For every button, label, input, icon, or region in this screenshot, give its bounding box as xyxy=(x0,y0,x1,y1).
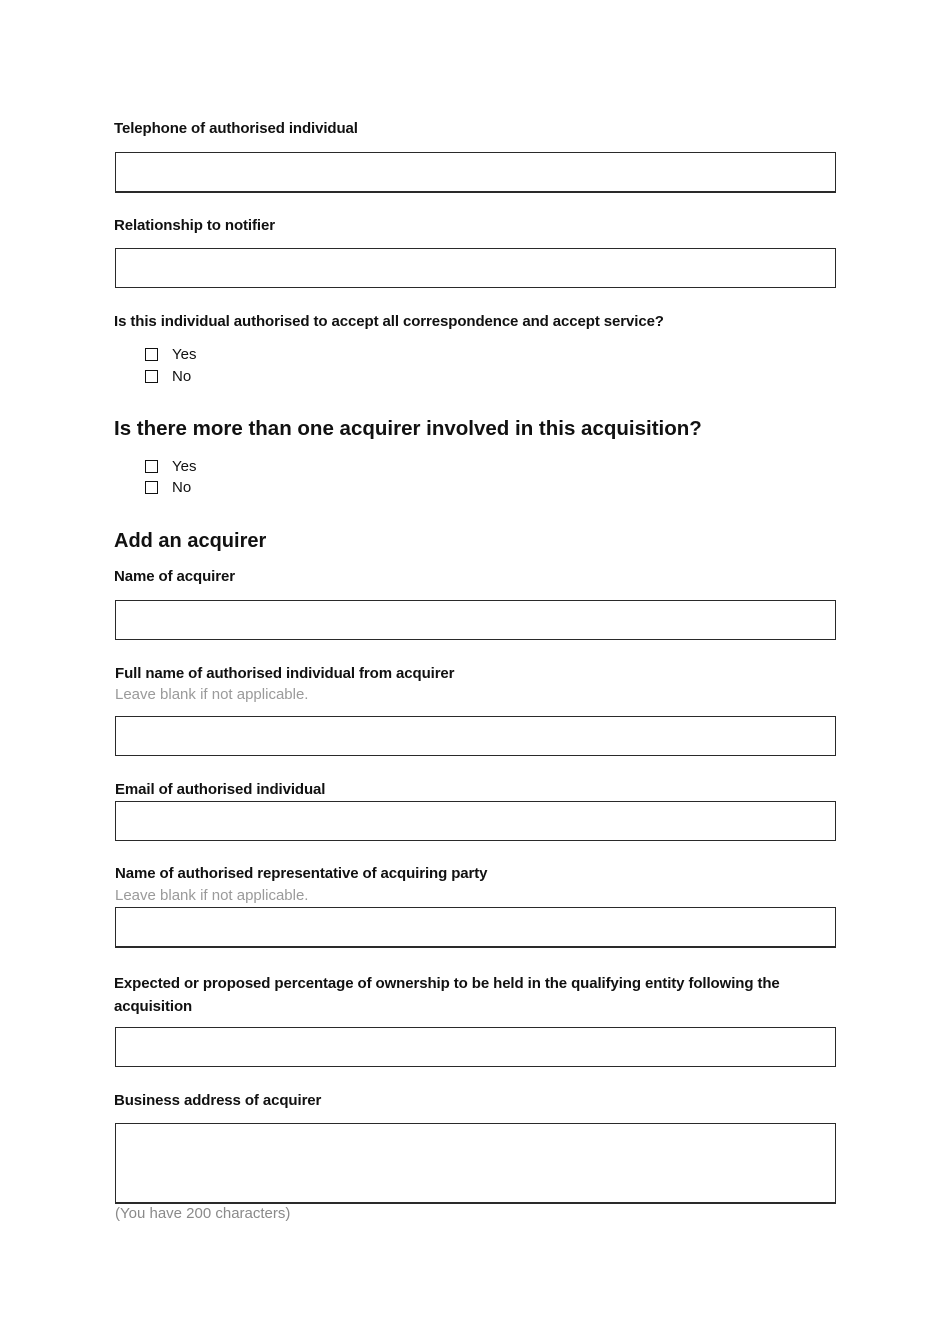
character-counter: (You have 200 characters) xyxy=(115,1205,291,1222)
option-label: Yes xyxy=(172,458,197,475)
correspondence-question: Is this individual authorised to accept all correspondence and accept service? xyxy=(114,313,664,330)
email-input[interactable] xyxy=(116,802,835,840)
full-name-label: Full name of authorised individual from acquirer xyxy=(115,665,455,682)
checkbox-icon[interactable] xyxy=(145,460,158,473)
acquirer-name-field-box xyxy=(115,600,836,640)
representative-hint: Leave blank if not applicable. xyxy=(115,887,309,904)
ownership-input[interactable] xyxy=(116,1028,835,1066)
multiple-acquirers-option-yes[interactable] xyxy=(145,458,196,475)
email-field-box xyxy=(115,801,836,841)
representative-field-box xyxy=(115,907,836,948)
multiple-acquirers-question: Is there more than one acquirer involved in this acquisition? xyxy=(114,417,702,440)
email-label: Email of authorised individual xyxy=(115,781,326,798)
address-field-box xyxy=(115,1123,836,1204)
add-acquirer-heading: Add an acquirer xyxy=(114,530,267,552)
acquirer-name-input[interactable] xyxy=(116,601,835,639)
option-label: No xyxy=(172,368,192,385)
telephone-input[interactable] xyxy=(116,153,835,191)
relationship-field-box xyxy=(115,248,836,288)
telephone-field-box xyxy=(115,152,836,193)
representative-label: Name of authorised representative of acquiring party xyxy=(115,865,488,882)
relationship-input[interactable] xyxy=(116,249,835,287)
multiple-acquirers-option-no[interactable] xyxy=(145,479,191,496)
representative-input[interactable] xyxy=(116,908,835,946)
correspondence-option-no[interactable] xyxy=(145,368,191,385)
correspondence-option-yes[interactable] xyxy=(145,346,196,363)
address-label: Business address of acquirer xyxy=(114,1092,322,1109)
address-textarea[interactable] xyxy=(116,1124,835,1202)
full-name-field-box xyxy=(115,716,836,756)
ownership-label: Expected or proposed percentage of ownership to be held in the qualifying entity following the acquisition xyxy=(114,975,780,1015)
checkbox-icon[interactable] xyxy=(145,348,158,361)
acquirer-name-label: Name of acquirer xyxy=(114,568,235,585)
checkbox-icon[interactable] xyxy=(145,481,158,494)
ownership-field-box xyxy=(115,1027,836,1067)
telephone-label: Telephone of authorised individual xyxy=(114,120,358,137)
full-name-hint: Leave blank if not applicable. xyxy=(115,686,309,703)
option-label: No xyxy=(172,479,192,496)
option-label: Yes xyxy=(172,346,197,363)
checkbox-icon[interactable] xyxy=(145,370,158,383)
relationship-label: Relationship to notifier xyxy=(114,217,275,234)
full-name-input[interactable] xyxy=(116,717,835,755)
